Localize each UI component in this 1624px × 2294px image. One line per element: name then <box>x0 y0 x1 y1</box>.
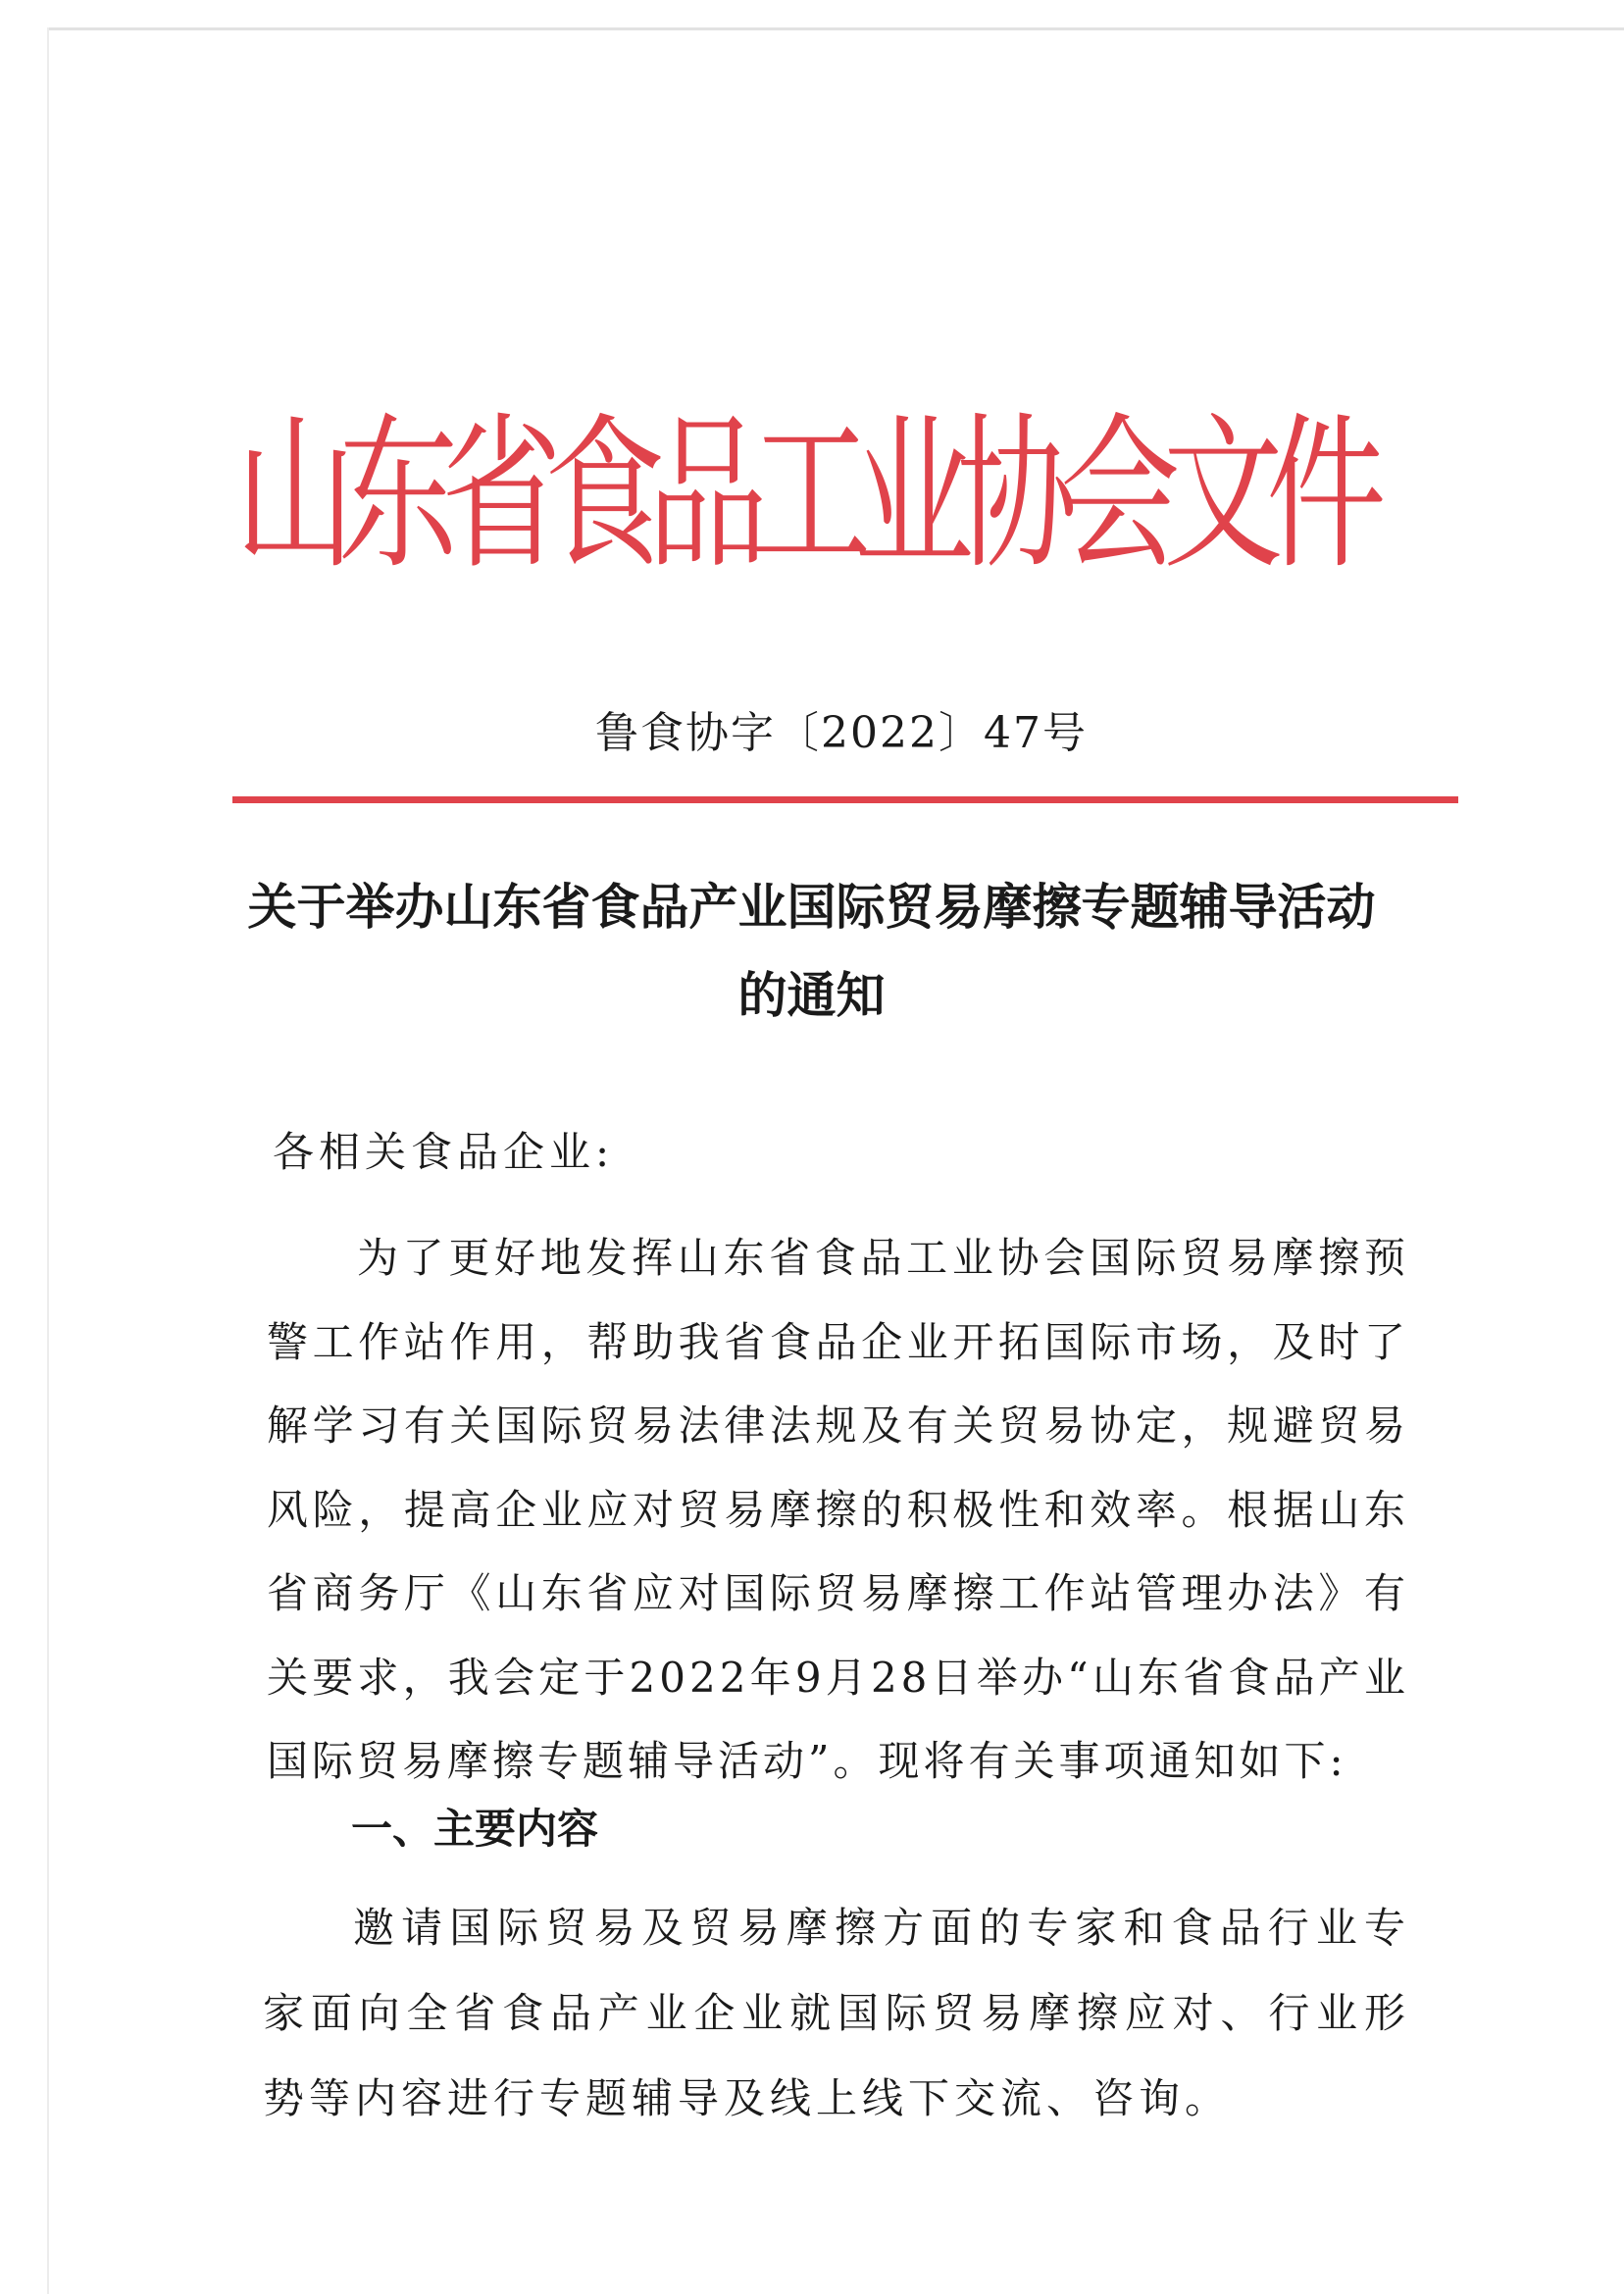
document-number: 鲁食协字〔2022〕47号 <box>595 708 1088 758</box>
scan-edge-left <box>47 27 49 2294</box>
scan-edge-top <box>49 27 1624 30</box>
notice-title: 关于举办山东省食品产业国际贸易摩擦专题辅导活动的通知 <box>247 879 1376 1024</box>
section-heading-1: 一、主要内容 <box>351 1805 599 1853</box>
body-paragraph-1: 为了更好地发挥山东省食品工业协会国际贸易摩擦预警工作站作用，帮助我省食品企业开拓国际市场，及时了解学习有关国际贸易法律法规及有关贸易协定，规避贸易风险，提高企业应对贸易摩擦的积极性和效率。根据山东省商务厅《山东省应对国际贸易摩擦工作站管理办法》有关要求，我会定于2022年9月28日举办“山东省食品产业国际贸易摩擦专题辅导活动”。现将有关事项通知如下: <box>267 1234 1409 1785</box>
salutation: 各相关食品企业: <box>273 1128 615 1176</box>
body-paragraph-2: 邀请国际贸易及贸易摩擦方面的专家和食品行业专家面向全省食品产业企业就国际贸易摩擦应对、行业形势等内容进行专题辅导及线上线下交流、咨询。 <box>263 1904 1410 2122</box>
header-title: 山东省食品工业协会文件 <box>235 398 1370 592</box>
red-divider-line <box>232 796 1458 803</box>
